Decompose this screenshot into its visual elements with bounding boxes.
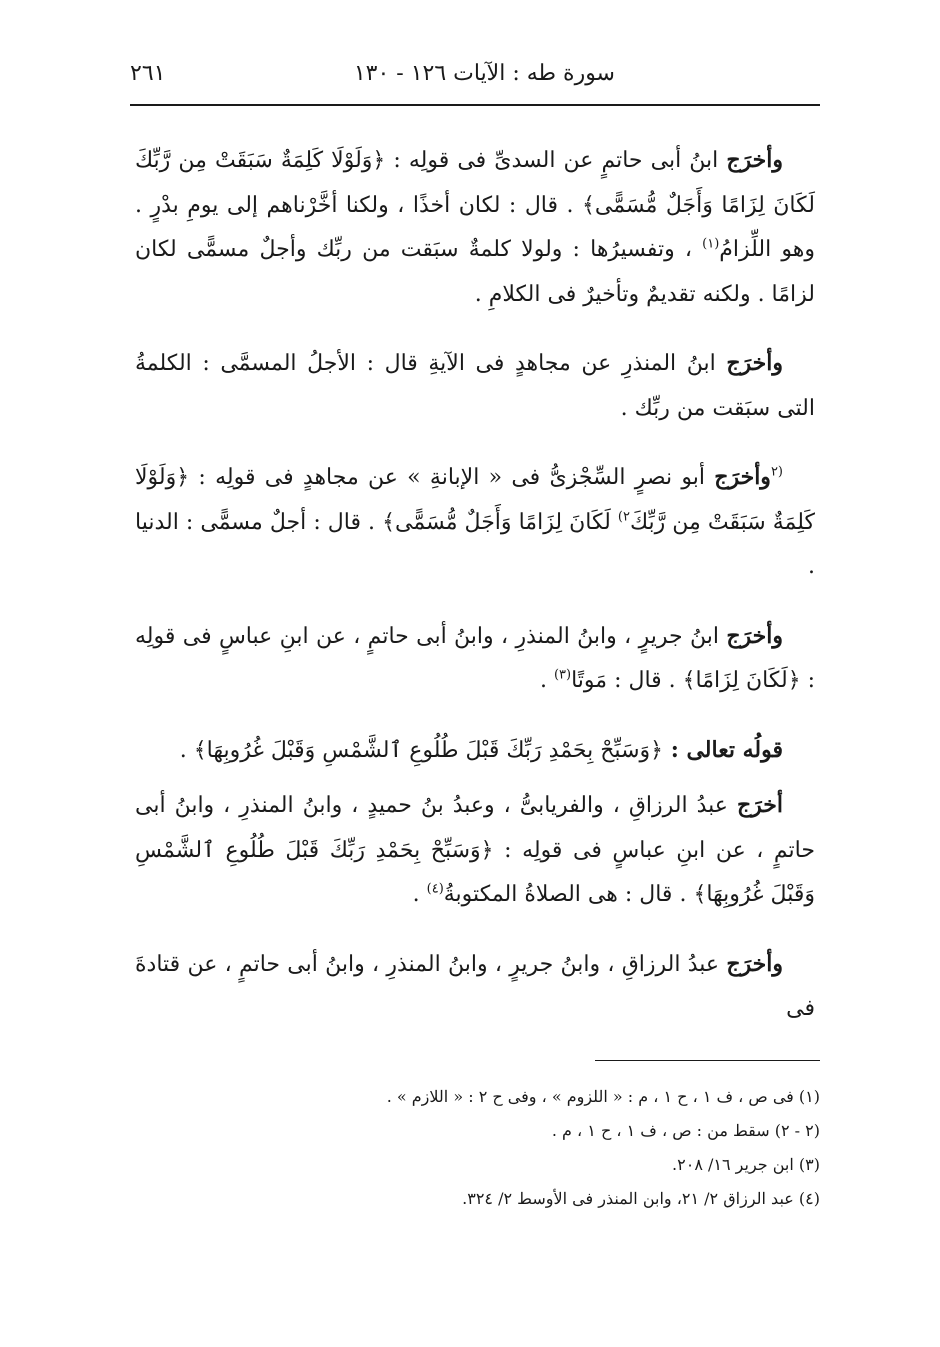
heading-tail: .: [179, 737, 187, 763]
paragraph-lead: وأخرَج: [726, 622, 783, 649]
paragraph-lead: وأخرَج: [726, 350, 783, 376]
footnote-ref: (٤): [426, 881, 444, 897]
main-text: [135, 138, 815, 1056]
quran-quote: ﴿وَلَوْلَا كَلِمَةٌ سَبَقَتْ مِن رَّبِّكَ: [135, 465, 816, 535]
verse-heading: [135, 728, 815, 774]
footnotes: [300, 1080, 820, 1216]
footnote-ref: (٢: [770, 464, 783, 480]
paragraph-lead: وأخرَج: [726, 950, 783, 977]
quran-quote: لَكَانَ لِزَامًا وَأَجَلٌ مُّسَمًّى﴾: [382, 509, 618, 535]
running-title: سورة طه : الآيات ١٢٦ - ١٣٠: [353, 61, 615, 86]
footnote-2: (٢ - ٢) سقط من : ص ، ف ١ ، ح ١ ، م .: [551, 1121, 820, 1140]
paragraph: [135, 341, 815, 431]
paragraph-text: . قال : هى الصلاةُ المكتوبةُ: [443, 882, 694, 907]
page-header: [130, 58, 820, 98]
paragraph-text: عبدُ الرزاقِ ، وابنُ جريرٍ ، وابنُ المنذرِ ، وابنُ أبى حاتمٍ ، عن قتادةَ فى: [135, 951, 815, 1021]
footnote-3: (٣) ابن جرير ١٦/ ٢٠٨.: [672, 1155, 820, 1174]
paragraph-lead: وأخرَج: [726, 147, 783, 173]
page-number: ٢٦١: [130, 61, 166, 86]
paragraph-text: .: [412, 882, 427, 907]
quran-quote: ﴿وَسَبِّحْ بِحَمْدِ رَبِّكَ قَبْلَ طُلُوعِ ٱلشَّمْسِ وَقَبْلَ غُرُوبِهَا﴾: [135, 837, 815, 907]
paragraph-text: . قال : لكان أخذًا ، ولكنا أخَّرْناهم إلى يومِ بدْرٍ . وهو اللِّزامُ: [135, 192, 815, 262]
paragraph-lead: أخرَج: [736, 792, 783, 818]
paragraph-text: أبو نصرٍ السِّجْزىُّ فى « الإبانةِ » عن مجاهدٍ فى قولِه :: [189, 465, 715, 490]
footnote-4: (٤) عبد الرزاق ٢/ ٢١، وابن المنذر فى الأوسط ٢/ ٣٢٤.: [462, 1189, 820, 1208]
paragraph-text: ابنُ جريرٍ ، وابنُ المنذرِ ، وابنُ أبى حاتمٍ ، عن ابنِ عباسٍ فى قولِه :: [135, 623, 815, 693]
footnote-ref: (٣): [553, 667, 572, 683]
paragraph-text: عبدُ الرزاقِ ، والفريابىُّ ، وعبدُ بنُ حميدٍ ، وابنُ المنذرِ ، وابنُ أبى حاتمٍ ، عن ابنِ عباسٍ فى قولِه :: [135, 793, 815, 863]
paragraph: [135, 614, 815, 704]
paragraph-text: ابنُ المنذرِ عن مجاهدٍ فى الآيةِ قال : الأجلُ المسمَّى : الكلمةُ التى سبَقت من ربِّك .: [135, 351, 815, 421]
footnote-1: (١) فى ص ، ف ١ ، ح ١ ، م : « اللزوم » ، وفى ح ٢ : « اللازم » .: [386, 1087, 820, 1106]
paragraph: [135, 138, 815, 317]
paragraph: [135, 783, 815, 918]
paragraph: [135, 942, 815, 1032]
paragraph-text: ، وتفسيرُها : ولولا كلمةٌ سبَقت من ربِّك وأجلٌ مسمًّى لكان لزامًا . ولكنه تقديمٌ وتأخيرٌ فى الكلامِ .: [135, 237, 815, 307]
quran-quote: ﴿لَكَانَ لِزَامًا﴾: [682, 668, 801, 693]
paragraph-text: .: [539, 668, 554, 693]
paragraph-lead: وأخرَج: [714, 464, 771, 490]
paragraph-text: ابنُ أبى حاتمٍ عن السدىِّ فى قولِه :: [385, 148, 727, 173]
paragraph: [135, 455, 815, 590]
footnote-ref: ٢): [617, 509, 630, 525]
paragraph-text: . قال : أجلٌ مسمًّى : الدنيا .: [135, 509, 815, 579]
heading-lead: قولُه تعالى :: [663, 736, 783, 763]
footnote-ref: (١): [702, 236, 720, 252]
heading-verse: ﴿وَسَبِّحْ بِحَمْدِ رَبِّكَ قَبْلَ طُلُوعِ ٱلشَّمْسِ وَقَبْلَ غُرُوبِهَا﴾: [193, 737, 664, 763]
quran-quote: ﴿وَلَوْلَا كَلِمَةٌ سَبَقَتْ مِن رَّبِّكَ لَكَانَ لِزَامًا وَأَجَلٌ مُّسَمًّى﴾: [135, 148, 815, 218]
header-rule: [130, 104, 820, 106]
paragraph-text: . قال : مَوتًا: [571, 668, 683, 693]
footnote-rule: [595, 1060, 820, 1061]
